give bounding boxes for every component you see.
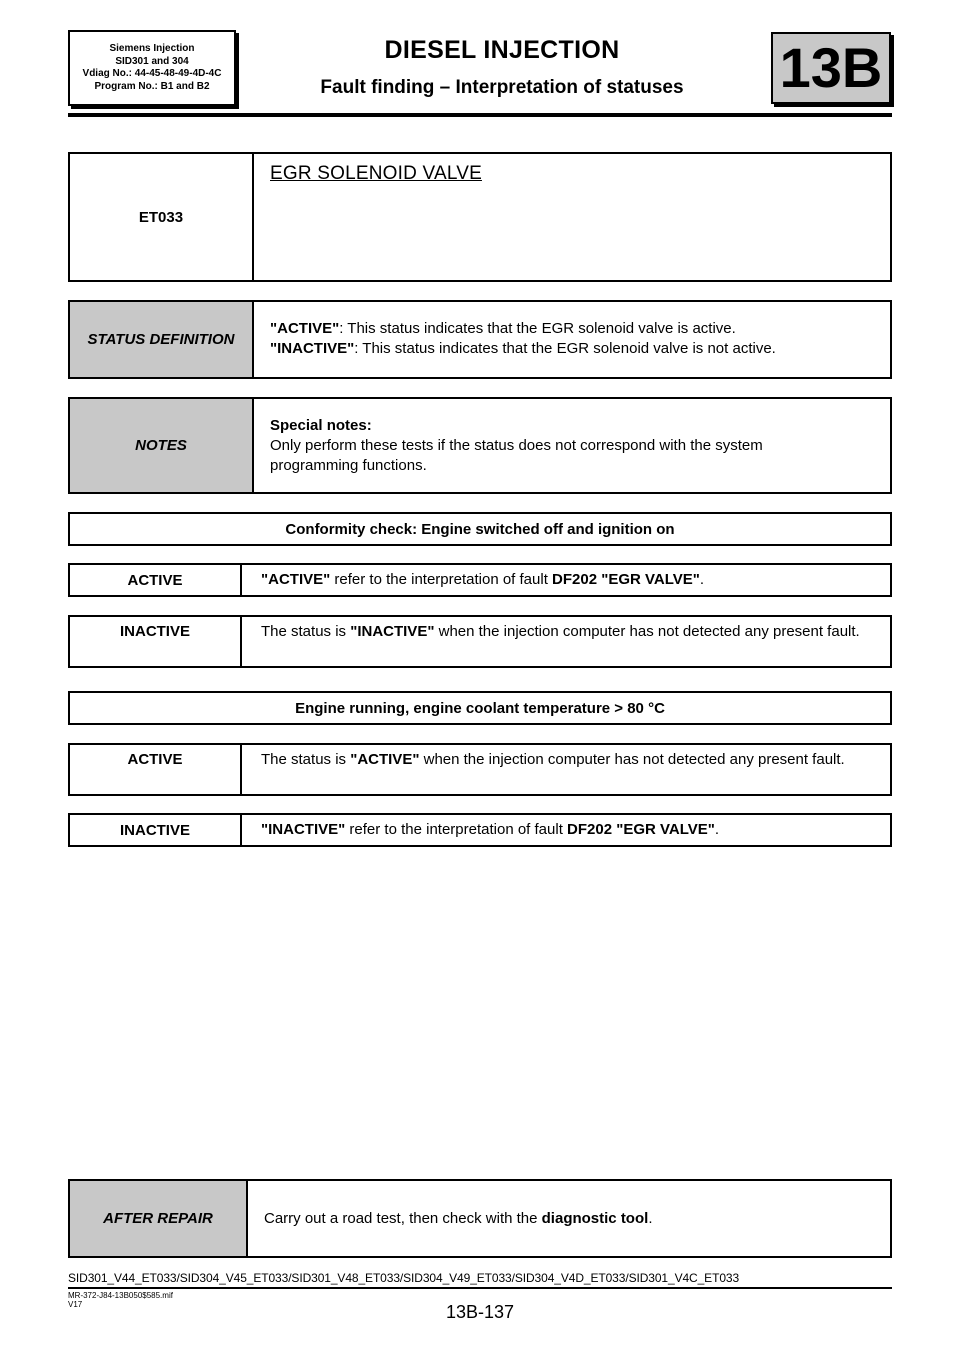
check2-inactive-label: INACTIVE: [70, 815, 242, 845]
check1-active-text: refer to the interpretation of fault: [330, 571, 553, 588]
footer-file-info: [68, 1291, 173, 1309]
check1-inactive-row: [68, 615, 892, 668]
check1-active-end: .: [699, 571, 705, 588]
check2-inactive-fault-ref: DF202 "EGR VALVE": [567, 821, 715, 838]
check2-inactive-row: [68, 813, 892, 847]
inactive-key: "INACTIVE": [270, 340, 355, 357]
definition-active-line: [270, 319, 880, 339]
notes-heading: Special notes:: [270, 417, 372, 434]
info-line-4: Program No.: B1 and B2: [94, 80, 210, 92]
status-definition-panel: [68, 300, 892, 379]
info-line-3: Vdiag No.: 44-45-48-49-4D-4C: [82, 68, 222, 79]
check1-active-row: [68, 563, 892, 597]
after-repair-end: .: [648, 1209, 653, 1227]
file-name: MR-372-J84-13B050$585.mif: [68, 1291, 173, 1300]
check1-inactive-text: when the injection computer has not detected any present fault.: [434, 623, 860, 640]
info-line-1: Siemens Injection: [109, 43, 195, 54]
status-name: EGR SOLENOID VALVE: [270, 163, 482, 184]
check2-inactive-key: "INACTIVE": [261, 821, 346, 838]
after-repair-text: Carry out a road test, then check with the: [264, 1209, 542, 1227]
active-key: "ACTIVE": [270, 320, 340, 337]
check2-active-label: ACTIVE: [70, 745, 242, 794]
conformity-check-banner: Conformity check: Engine switched off and ignition on: [68, 512, 892, 546]
status-code: ET033: [70, 154, 254, 280]
check1-inactive-pre: The status is: [261, 623, 351, 640]
check2-active-pre: The status is: [261, 751, 351, 768]
check2-inactive-text: refer to the interpretation of fault: [345, 821, 568, 838]
inactive-text: : This status indicates that the EGR solenoid valve is not active.: [354, 340, 776, 357]
check2-active-text: when the injection computer has not detected any present fault.: [419, 751, 845, 768]
check2-active-key: "ACTIVE": [350, 751, 420, 768]
version: V17: [68, 1300, 83, 1309]
check1-active-fault-ref: DF202 "EGR VALVE": [552, 571, 700, 588]
status-id-panel: [68, 152, 892, 282]
check1-inactive-key: "INACTIVE": [350, 623, 435, 640]
vehicle-info-box: [68, 30, 236, 106]
check1-active-key: "ACTIVE": [261, 571, 331, 588]
diagnostic-tool-ref: diagnostic tool: [541, 1209, 649, 1227]
after-repair-label: AFTER REPAIR: [70, 1181, 248, 1256]
footer-divider: [68, 1287, 892, 1289]
check1-inactive-content: [242, 617, 890, 666]
active-text: : This status indicates that the EGR solenoid valve is active.: [339, 320, 736, 337]
info-line-2: SID301 and 304: [115, 55, 189, 67]
check2-active-row: [68, 743, 892, 796]
status-definition-label: STATUS DEFINITION: [70, 302, 254, 377]
notes-text: Only perform these tests if the status does not correspond with the system programming functions.: [270, 437, 763, 474]
notes-content: [254, 399, 890, 492]
page-subtitle: Fault finding – Interpretation of statuses: [320, 77, 684, 98]
page-number: 13B-137: [445, 1302, 515, 1322]
check1-active-label: ACTIVE: [70, 565, 242, 595]
check2-inactive-end: .: [714, 821, 720, 838]
document-code-line: SID301_V44_ET033/SID304_V45_ET033/SID301_V48_ET033/SID304_V49_ET033/SID304_V4D_ET033/SID301_V4C_ET033: [68, 1271, 740, 1285]
section-code-badge: 13B: [771, 32, 891, 104]
after-repair-panel: [68, 1179, 892, 1258]
after-repair-content: [248, 1181, 890, 1256]
status-name-cell: [254, 154, 890, 280]
check1-inactive-label: INACTIVE: [70, 617, 242, 666]
status-definition-content: [254, 302, 890, 377]
notes-label: NOTES: [70, 399, 254, 492]
engine-running-banner: Engine running, engine coolant temperature > 80 °C: [68, 691, 892, 725]
header-divider: [68, 113, 892, 117]
definition-inactive-line: [270, 339, 880, 359]
notes-panel: [68, 397, 892, 494]
check2-active-content: [242, 745, 890, 794]
page-title: DIESEL INJECTION: [384, 36, 620, 64]
check2-inactive-content: [242, 815, 890, 845]
check1-active-content: [242, 565, 890, 595]
